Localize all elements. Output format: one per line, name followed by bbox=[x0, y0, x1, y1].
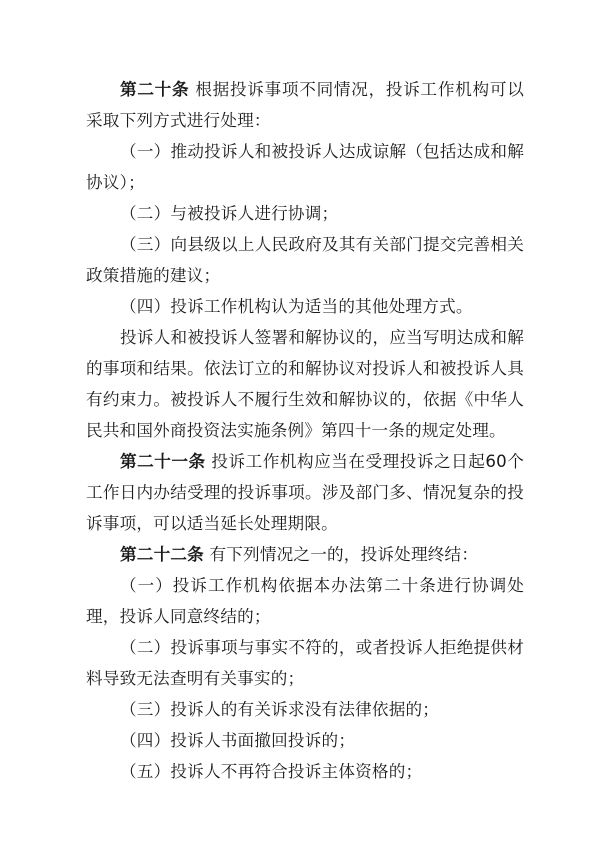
paragraph-text: （四）投诉工作机构认为适当的其他处理方式。 bbox=[120, 297, 473, 316]
list-item-4 bbox=[86, 725, 524, 756]
paragraph-text: （一）投诉工作机构依据本办法第二十条进行协调处理，投诉人同意终结的； bbox=[86, 576, 524, 626]
paragraph-text: （三）投诉人的有关诉求没有法律依据的； bbox=[120, 700, 440, 719]
document-body bbox=[86, 74, 524, 787]
list-item-2 bbox=[86, 198, 524, 229]
list-item-4 bbox=[86, 291, 524, 322]
list-item-2 bbox=[86, 632, 524, 694]
article-20-paragraph bbox=[86, 74, 524, 136]
paragraph-text: （四）投诉人书面撤回投诉的； bbox=[120, 731, 356, 750]
article-number: 第二十二条 bbox=[120, 545, 204, 564]
paragraph-text: （二）投诉事项与事实不符的，或者投诉人拒绝提供材料导致无法查明有关事实的； bbox=[86, 638, 524, 688]
article-number: 第二十条 bbox=[120, 80, 190, 99]
list-item-5 bbox=[86, 756, 524, 787]
paragraph-text: 根据投诉事项不同情况，投诉工作机构可以采取下列方式进行处理： bbox=[86, 80, 524, 130]
paragraph-text: 投诉人和被投诉人签署和解协议的，应当写明达成和解的事项和结果。依法订立的和解协议对投诉人和被投诉人具有约束力。被投诉人不履行生效和解协议的，依据《中华人民共和国外商投资法实施条例》第四十一条的规定处理。 bbox=[86, 328, 524, 440]
list-item-3 bbox=[86, 694, 524, 725]
article-21-paragraph bbox=[86, 446, 524, 539]
paragraph-text: （三）向县级以上人民政府及其有关部门提交完善相关政策措施的建议； bbox=[86, 235, 524, 285]
list-item-1 bbox=[86, 570, 524, 632]
settlement-paragraph bbox=[86, 322, 524, 446]
paragraph-text: 有下列情况之一的，投诉处理终结： bbox=[203, 545, 479, 564]
paragraph-text: （五）投诉人不再符合投诉主体资格的； bbox=[120, 762, 423, 781]
article-number: 第二十一条 bbox=[120, 452, 206, 471]
article-22-paragraph bbox=[86, 539, 524, 570]
list-item-3 bbox=[86, 229, 524, 291]
paragraph-text: （二）与被投诉人进行协调； bbox=[120, 204, 339, 223]
paragraph-text: （一）推动投诉人和被投诉人达成谅解（包括达成和解协议）； bbox=[86, 142, 524, 192]
paragraph-text: 投诉工作机构应当在受理投诉之日起60个工作日内办结受理的投诉事项。涉及部门多、情况复杂的投诉事项，可以适当延长处理期限。 bbox=[86, 452, 524, 533]
list-item-1 bbox=[86, 136, 524, 198]
